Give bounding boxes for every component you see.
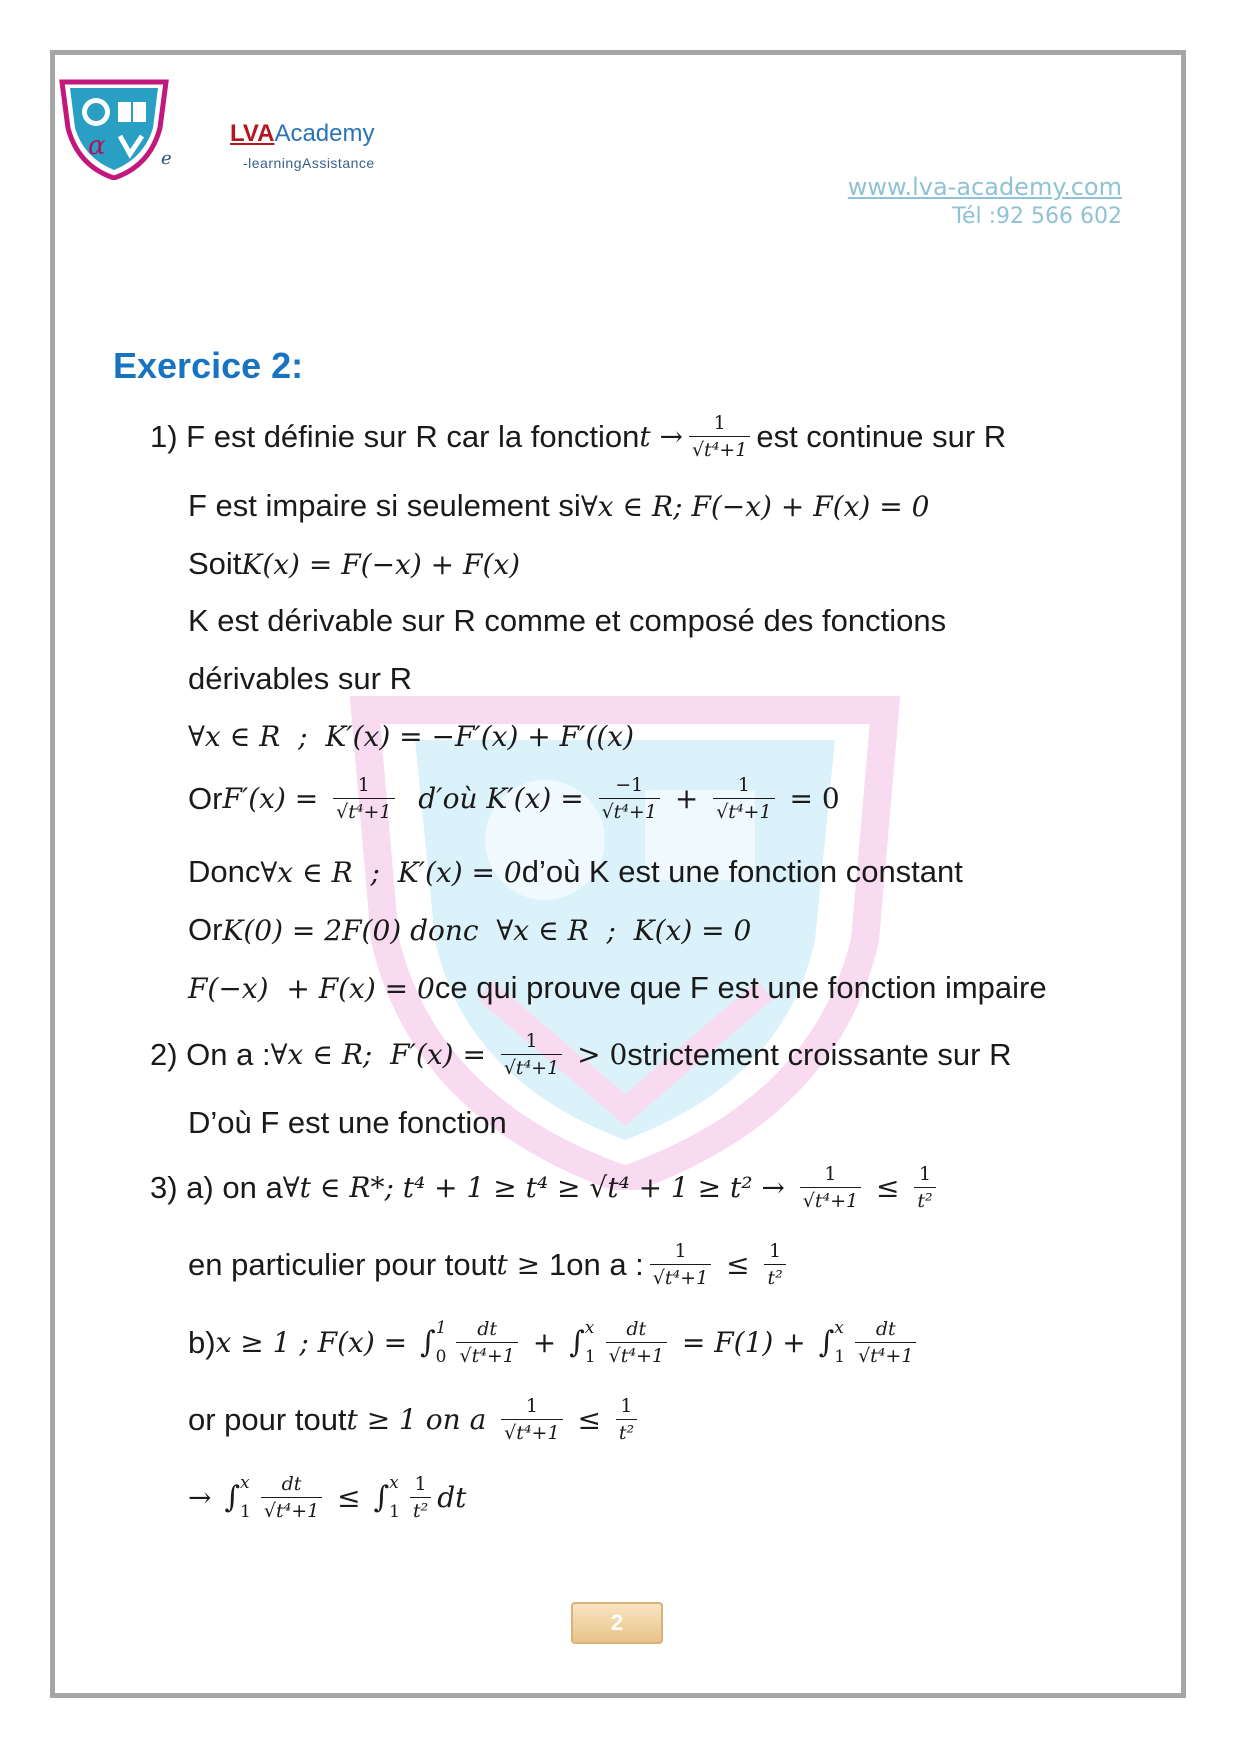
line-1-text-c: est continue sur R (756, 418, 1007, 454)
line-2-math: ∀x ∈ R; F(−x) + F(x) = 0 (580, 489, 930, 523)
line-8 (188, 854, 963, 890)
line-16-leq: ≤ (568, 1403, 610, 1436)
svg-text:α: α (88, 131, 106, 161)
line-7 (188, 774, 840, 823)
page-number: 2 (571, 1602, 663, 1644)
fraction-numerator: −1 (615, 774, 644, 796)
brand-lva: LVA (230, 120, 275, 147)
line-7-math-b: F′(x) = (222, 782, 328, 815)
fraction-denominator: √t⁴+1 (800, 1187, 861, 1212)
phone-number: Tél :92 566 602 (952, 204, 1122, 229)
line-6-math: ∀x ∈ R ; K′(x) = −F′(x) + F′((x) (188, 720, 635, 753)
line-13-math: ∀t ∈ R*; t⁴ + 1 ≥ t⁴ ≥ √t⁴ + 1 ≥ t² → (282, 1171, 794, 1204)
fraction-denominator: √t⁴+1 (501, 1419, 562, 1444)
exercise-title: Exercice 2: (113, 345, 304, 386)
fraction-numerator: 1 (414, 1473, 427, 1495)
line-16 (188, 1395, 643, 1444)
fraction-numerator: 1 (357, 774, 370, 796)
line-15-math-d: = F(1) + (672, 1326, 815, 1359)
line-12-text: D’où F est une fonction (188, 1105, 507, 1140)
fraction-denominator: √t⁴+1 (501, 1054, 562, 1079)
fraction-numerator: 1 (674, 1240, 687, 1262)
fraction-numerator: 1 (713, 412, 726, 434)
brand-academy: Academy (274, 120, 375, 147)
upper-limit: x (240, 1472, 250, 1493)
line-1 (150, 412, 1006, 461)
integral-limits (389, 1472, 400, 1522)
line-13 (150, 1163, 942, 1212)
line-15-plus: + (523, 1326, 566, 1359)
line-16-fraction-2 (616, 1395, 637, 1444)
integral-limits (584, 1317, 596, 1367)
fraction-numerator: dt (626, 1318, 647, 1340)
line-14-text-d: on a : (566, 1246, 644, 1282)
line-10-text-b: ce qui prouve que F est une fonction impaire (434, 970, 1047, 1005)
integral-limits (834, 1317, 846, 1367)
line-14-fraction-2 (764, 1240, 785, 1289)
fraction-denominator: t² (764, 1264, 785, 1289)
line-4 (188, 603, 946, 639)
line-14-text-a: en particulier pour tout (188, 1246, 497, 1282)
line-9-text-a: Or (188, 912, 223, 947)
logo-e-mark: e (161, 148, 172, 169)
line-1-math: t → (639, 420, 683, 453)
line-16-text-a: or pour tout (188, 1401, 347, 1437)
lower-limit: 1 (240, 1501, 251, 1522)
line-17-fraction-2 (410, 1473, 431, 1522)
line-14-leq: ≤ (717, 1248, 759, 1281)
line-17-leq: ≤ (328, 1481, 370, 1514)
upper-limit: x (584, 1317, 595, 1338)
line-14-math-b: t ≥ (496, 1248, 549, 1281)
fraction-denominator: t² (914, 1187, 935, 1212)
line-8-text-a: Donc (188, 854, 261, 889)
fraction-numerator: 1 (737, 774, 750, 796)
line-3-math: K(x) = F(−x) + F(x) (241, 547, 521, 581)
upper-limit: x (389, 1472, 399, 1493)
lower-limit: 1 (389, 1501, 400, 1522)
brand-name (230, 120, 374, 148)
integral-sign-icon: ∫ (818, 1325, 835, 1360)
fraction-numerator: 1 (620, 1395, 633, 1417)
line-7-equals-zero: = 0 (780, 782, 840, 815)
brand-tagline: -learningAssistance (243, 155, 375, 171)
line-17-dt: dt (437, 1481, 467, 1514)
line-7-plus: + (665, 782, 708, 815)
line-13-leq: ≤ (867, 1171, 909, 1204)
fraction-denominator: √t⁴+1 (606, 1342, 667, 1367)
fraction-denominator: √t⁴+1 (599, 798, 660, 823)
line-8-math: ∀x ∈ R ; K′(x) = 0 (260, 855, 522, 889)
upper-limit: x (834, 1317, 844, 1338)
fraction-denominator: t² (410, 1497, 431, 1522)
fraction-denominator: √t⁴+1 (713, 798, 774, 823)
academy-logo-icon (58, 78, 170, 180)
line-15-text-a: b) (188, 1324, 216, 1360)
line-1-text-a: 1) F est définie sur R car la fonction (150, 418, 640, 454)
line-3 (188, 546, 520, 582)
fraction-numerator: dt (477, 1318, 498, 1340)
line-9-math: K(0) = 2F(0) donc ∀x ∈ R ; K(x) = 0 (222, 913, 752, 947)
line-15-fraction-1 (456, 1318, 517, 1367)
fraction-numerator: 1 (525, 1030, 538, 1052)
line-11 (150, 1030, 1011, 1079)
line-2-text-a: F est impaire si seulement si (188, 488, 581, 523)
fraction-denominator: t² (616, 1419, 637, 1444)
line-14 (188, 1240, 792, 1289)
line-14-fraction-1 (650, 1240, 711, 1289)
integral-limits (240, 1472, 251, 1522)
fraction-numerator: 1 (525, 1395, 538, 1417)
line-7-fraction-1 (333, 774, 394, 823)
line-11-text-d: strictement croissante sur R (627, 1036, 1012, 1072)
line-15-math-b: x ≥ 1 ; F(x) = (215, 1326, 417, 1359)
fraction-denominator: √t⁴+1 (855, 1342, 916, 1367)
line-16-fraction-1 (501, 1395, 562, 1444)
fraction-numerator: 1 (769, 1240, 782, 1262)
line-2 (188, 488, 929, 524)
line-11-math-c: > 0 (568, 1038, 628, 1071)
integral-sign-icon: ∫ (373, 1480, 390, 1515)
fraction-numerator: 1 (918, 1163, 932, 1185)
line-10-math: F(−x) + F(x) = 0 (188, 971, 435, 1005)
line-17-arrow: → (188, 1481, 221, 1514)
line-15 (188, 1318, 922, 1367)
integral-sign-icon: ∫ (224, 1480, 241, 1515)
line-3-text-a: Soit (188, 546, 242, 581)
lower-limit: 0 (435, 1346, 447, 1367)
line-7-math-c: d′où K′(x) = (400, 782, 593, 815)
fraction-denominator: √t⁴+1 (689, 436, 750, 461)
line-6 (188, 720, 634, 753)
line-7-fraction-3 (713, 774, 774, 823)
integral-sign-icon: ∫ (569, 1325, 585, 1360)
line-11-math-b: ∀x ∈ R; F′(x) = (270, 1038, 495, 1071)
line-5-text: dérivables sur R (188, 661, 412, 696)
line-9 (188, 912, 751, 948)
lower-limit: 1 (584, 1346, 596, 1367)
fraction-numerator: dt (281, 1473, 302, 1495)
line-17 (188, 1473, 466, 1522)
upper-limit: 1 (435, 1317, 447, 1338)
line-1-fraction (689, 412, 750, 461)
line-5 (188, 661, 412, 697)
lower-limit: 1 (834, 1346, 846, 1367)
line-13-fraction-1 (800, 1163, 861, 1212)
fraction-denominator: √t⁴+1 (261, 1497, 322, 1522)
line-11-fraction (501, 1030, 562, 1079)
line-14-one: 1 (548, 1246, 567, 1282)
fraction-numerator: 1 (824, 1163, 837, 1185)
line-13-fraction-2 (914, 1163, 935, 1212)
line-7-fraction-2 (599, 774, 660, 823)
line-4-text: K est dérivable sur R comme et composé des fonctions (188, 603, 947, 638)
line-15-fraction-3 (855, 1318, 916, 1367)
fraction-denominator: √t⁴+1 (650, 1264, 711, 1289)
line-15-fraction-2 (606, 1318, 667, 1367)
line-12 (188, 1105, 507, 1141)
integral-limits (435, 1317, 447, 1367)
line-17-fraction-1 (261, 1473, 322, 1522)
line-7-text-a: Or (188, 780, 223, 816)
fraction-denominator: √t⁴+1 (456, 1342, 517, 1367)
line-16-math-b: t ≥ 1 on a (346, 1403, 496, 1436)
line-10 (188, 970, 1047, 1006)
line-13-text-a: 3) a) on a (150, 1169, 283, 1205)
integral-sign-icon: ∫ (420, 1325, 436, 1360)
line-8-text-c: d’où K est une fonction constant (521, 854, 963, 889)
line-11-text-a: 2) On a : (150, 1036, 271, 1072)
site-contact (848, 172, 1122, 232)
fraction-numerator: dt (875, 1318, 896, 1340)
fraction-denominator: √t⁴+1 (333, 798, 394, 823)
website-link[interactable]: www.lva-academy.com (847, 173, 1122, 201)
